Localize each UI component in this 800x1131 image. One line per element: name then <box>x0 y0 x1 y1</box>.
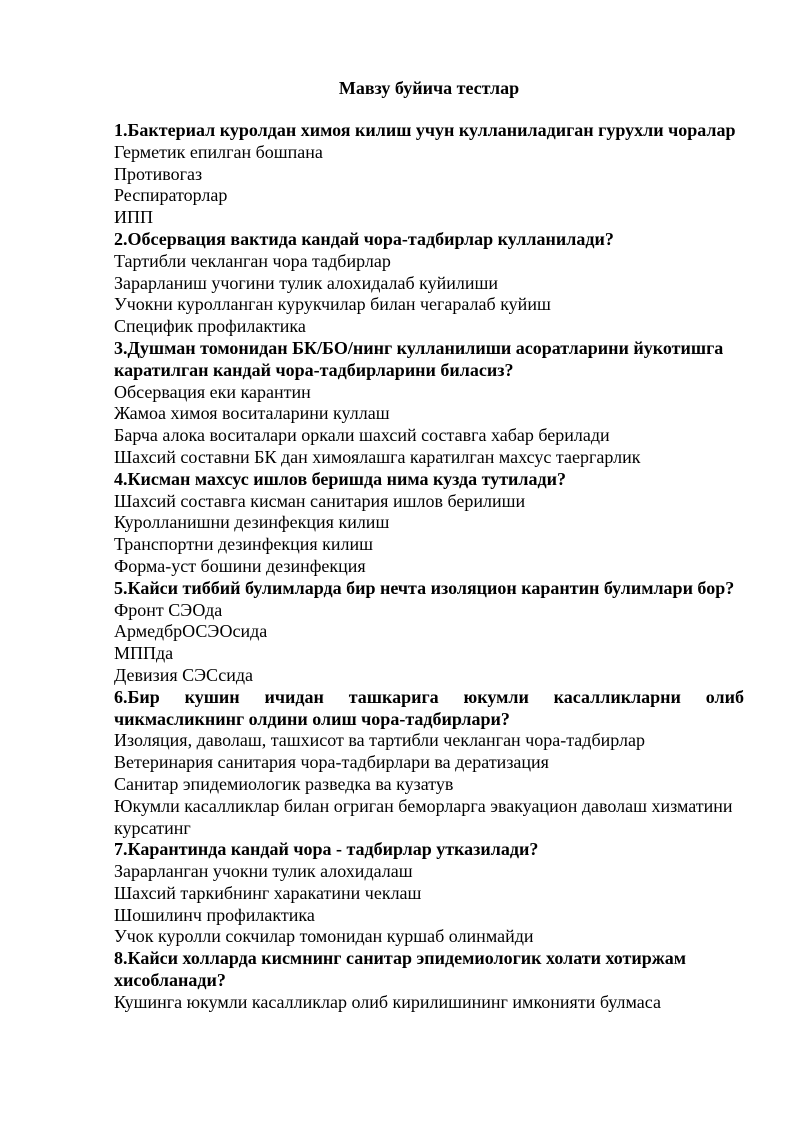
question-text: 2.Обсервация вактида кандай чора-тадбирлар кулланилади? <box>114 228 614 249</box>
answer-option: Шошилинч профилактика <box>114 904 315 925</box>
question-1 <box>114 120 744 229</box>
question-text: 8.Кайси холларда кисмнинг санитар эпидемиологик холати хотиржам хисобланади? <box>114 948 687 991</box>
answer-option: Фронт СЭОда <box>114 599 223 620</box>
answer-option: ИПП <box>114 207 153 228</box>
answer-option: Санитар эпидемиологик разведка ва кузатув <box>114 773 454 794</box>
answer-option: Тартибли чекланган чора тадбирлар <box>114 250 391 271</box>
answer-option: Противогаз <box>114 163 203 184</box>
question-list <box>114 120 744 1014</box>
question-7 <box>114 839 744 948</box>
answer-option: Куролланишни дезинфекция килиш <box>114 512 390 533</box>
answer-option: Изоляция, даволаш, ташхисот ва тартибли чекланган чора-тадбирлар <box>114 730 645 751</box>
answer-option: Барча алока воситалари оркали шахсий составга хабар берилади <box>114 425 610 446</box>
answer-option: Девизия СЭСсида <box>114 664 254 685</box>
question-text: 6.Бир кушин ичидан ташкарига юкумли касалликларни олиб чикмасликнинг олдини олиш чора-тадбирлари? <box>114 686 744 729</box>
answer-option: Жамоа химоя воситаларини куллаш <box>114 403 390 424</box>
answer-option: Форма-уст бошини дезинфекция <box>114 555 366 576</box>
answer-option: Юкумли касалликлар билан огриган беморларга эвакуацион даволаш хизматини курсатинг <box>114 795 733 838</box>
question-4 <box>114 469 744 578</box>
question-text: 7.Карантинда кандай чора - тадбирлар утказилади? <box>114 839 539 860</box>
answer-option: Герметик епилган бошпана <box>114 141 323 162</box>
answer-option: Обсервация еки карантин <box>114 381 311 402</box>
question-2 <box>114 229 744 338</box>
answer-option: Респираторлар <box>114 185 228 206</box>
question-text: 4.Кисман махсус ишлов беришда нима кузда тутилади? <box>114 468 567 489</box>
question-text: 1.Бактериал куролдан химоя килиш учун кулланиладиган гурухли чоралар <box>114 120 736 140</box>
answer-option: Шахсий составни БК дан химоялашга каратилган махсус таергарлик <box>114 446 641 467</box>
question-5 <box>114 578 744 687</box>
answer-option: Ветеринария санитария чора-тадбирлари ва дератизация <box>114 752 549 773</box>
answer-option: Шахсий составга кисман санитария ишлов берилиши <box>114 490 526 511</box>
answer-option: Шахсий таркибнинг харакатини чеклаш <box>114 882 422 903</box>
question-8 <box>114 948 744 1013</box>
question-text: 3.Душман томонидан БК/БО/нинг кулланилиши асоратларини йукотишга каратилган кандай чора-тадбирларини биласиз? <box>114 337 724 380</box>
answer-option: Зарарланган учокни тулик алохидалаш <box>114 861 413 882</box>
question-3 <box>114 338 744 469</box>
question-text: 5.Кайси тиббий булимларда бир нечта изоляцион карантин булимлари бор? <box>114 577 735 598</box>
question-6 <box>114 687 744 840</box>
answer-option: МППда <box>114 643 174 664</box>
answer-option: Специфик профилактика <box>114 316 306 337</box>
answer-option: АрмедбрОСЭОсида <box>114 621 268 642</box>
answer-option: Учок куролли сокчилар томонидан куршаб олинмайди <box>114 926 534 947</box>
answer-option: Учокни куролланган курукчилар билан чегаралаб куйиш <box>114 294 551 315</box>
answer-option: Транспортни дезинфекция килиш <box>114 534 373 555</box>
answer-option: Кушинга юкумли касалликлар олиб кирилишининг имконияти булмаса <box>114 991 661 1012</box>
document-title: Мавзу буйича тестлар <box>338 78 520 98</box>
answer-option: Зарарланиш учогини тулик алохидалаб куйилиши <box>114 272 499 293</box>
